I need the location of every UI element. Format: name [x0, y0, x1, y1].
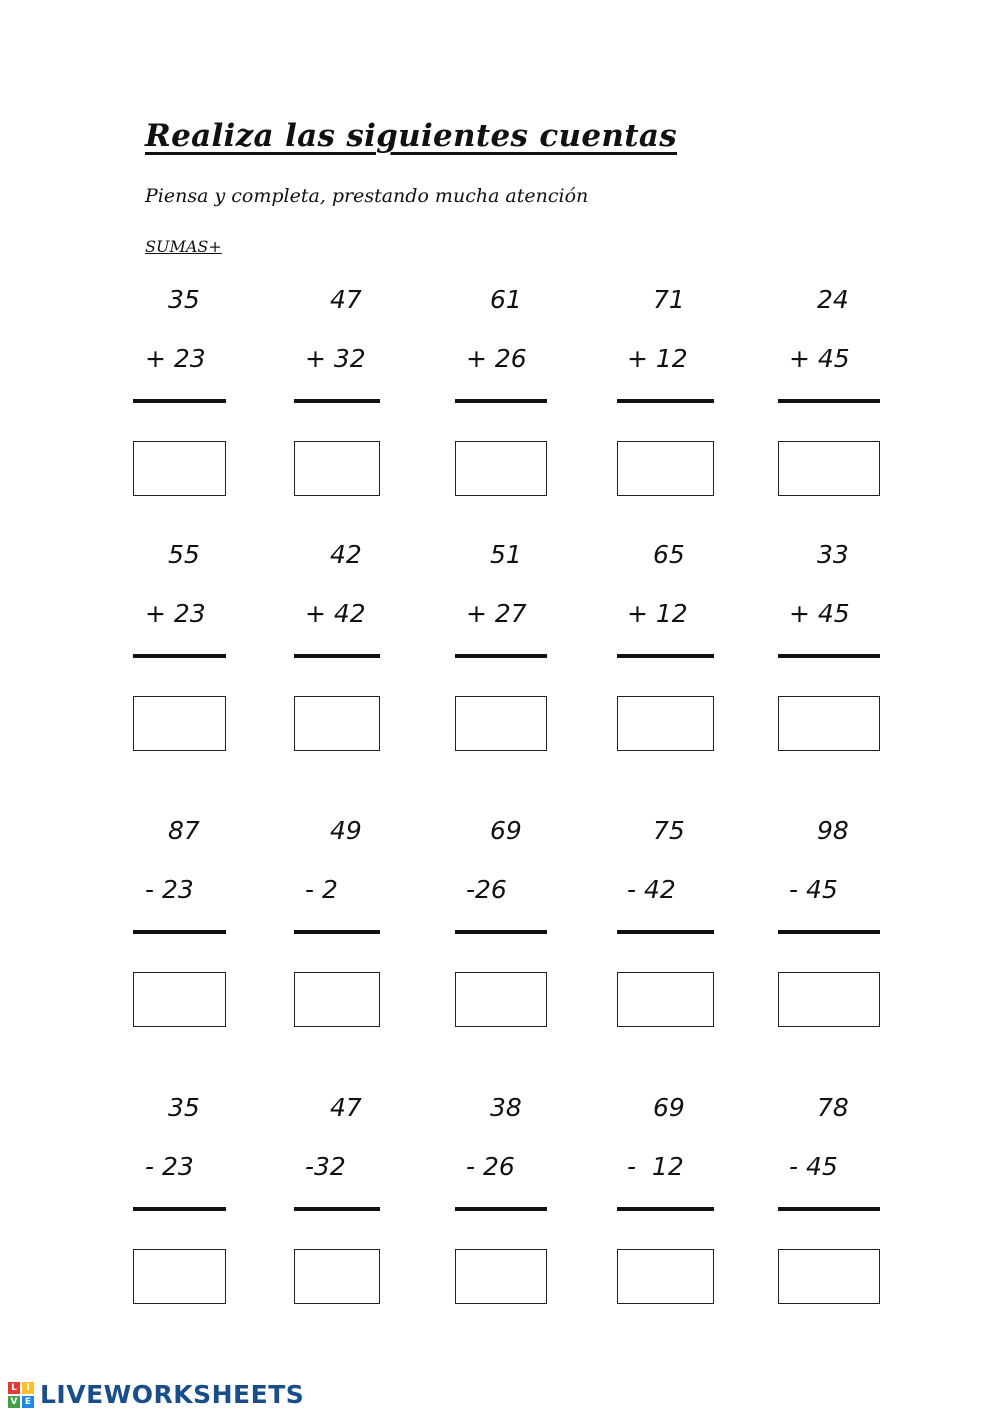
problem-bottom-operand: -26: [466, 875, 507, 904]
worksheet-title: Realiza las siguientes cuentas: [145, 118, 678, 154]
problem-top-number: 55: [168, 540, 200, 569]
problem-bottom-operand: - 45: [789, 1152, 838, 1181]
answer-line: [778, 1207, 880, 1211]
problem-top-number: 87: [168, 816, 200, 845]
problem-bottom-operand: - 45: [789, 875, 838, 904]
problem-bottom-operand: -32: [305, 1152, 346, 1181]
answer-input-box[interactable]: [778, 1249, 880, 1304]
answer-line: [617, 1207, 714, 1211]
problem-bottom-operand: - 42: [627, 875, 676, 904]
problem-top-number: 98: [817, 816, 849, 845]
logo-cell: V: [8, 1396, 20, 1408]
brand-text: LIVEWORKSHEETS: [40, 1380, 305, 1409]
answer-input-box[interactable]: [294, 972, 380, 1027]
answer-line: [617, 654, 714, 658]
answer-input-box[interactable]: [294, 696, 380, 751]
problem-top-number: 35: [168, 1093, 200, 1122]
problem-top-number: 49: [330, 816, 362, 845]
answer-line: [133, 654, 226, 658]
answer-input-box[interactable]: [455, 1249, 547, 1304]
answer-line: [294, 1207, 380, 1211]
problem-top-number: 38: [490, 1093, 522, 1122]
answer-line: [294, 654, 380, 658]
answer-input-box[interactable]: [617, 972, 714, 1027]
problem-bottom-operand: - 2: [305, 875, 338, 904]
problem-top-number: 47: [330, 285, 362, 314]
answer-line: [133, 399, 226, 403]
problem-top-number: 35: [168, 285, 200, 314]
footer-brand: [8, 1380, 304, 1409]
answer-input-box[interactable]: [455, 696, 547, 751]
problem-top-number: 47: [330, 1093, 362, 1122]
problem-bottom-operand: + 12: [627, 344, 688, 373]
problem-top-number: 61: [490, 285, 522, 314]
problem-top-number: 78: [817, 1093, 849, 1122]
problem-bottom-operand: - 12: [627, 1152, 684, 1181]
answer-line: [455, 399, 547, 403]
logo-cell: L: [8, 1382, 20, 1394]
problem-top-number: 69: [653, 1093, 685, 1122]
answer-line: [455, 654, 547, 658]
problem-top-number: 33: [817, 540, 849, 569]
problem-bottom-operand: + 12: [627, 599, 688, 628]
answer-input-box[interactable]: [133, 1249, 226, 1304]
answer-line: [133, 930, 226, 934]
answer-input-box[interactable]: [294, 441, 380, 496]
answer-input-box[interactable]: [617, 696, 714, 751]
answer-input-box[interactable]: [778, 441, 880, 496]
problem-top-number: 42: [330, 540, 362, 569]
problem-top-number: 69: [490, 816, 522, 845]
problem-bottom-operand: + 32: [305, 344, 366, 373]
answer-line: [294, 399, 380, 403]
answer-line: [778, 654, 880, 658]
problem-bottom-operand: + 42: [305, 599, 366, 628]
problem-bottom-operand: + 27: [466, 599, 527, 628]
worksheet-subtitle: Piensa y completa, prestando mucha atención: [145, 185, 589, 207]
logo-cell: E: [22, 1396, 34, 1408]
liveworksheets-logo-icon: [8, 1382, 34, 1408]
section-label: SUMAS+: [145, 237, 222, 256]
problem-top-number: 51: [490, 540, 522, 569]
answer-input-box[interactable]: [294, 1249, 380, 1304]
problem-top-number: 24: [817, 285, 849, 314]
problem-bottom-operand: + 45: [789, 599, 850, 628]
answer-line: [617, 399, 714, 403]
answer-input-box[interactable]: [778, 972, 880, 1027]
answer-line: [617, 930, 714, 934]
answer-input-box[interactable]: [133, 441, 226, 496]
problem-bottom-operand: + 23: [145, 344, 206, 373]
problem-top-number: 65: [653, 540, 685, 569]
answer-line: [294, 930, 380, 934]
answer-input-box[interactable]: [617, 1249, 714, 1304]
answer-input-box[interactable]: [778, 696, 880, 751]
answer-input-box[interactable]: [455, 441, 547, 496]
logo-cell: I: [22, 1382, 34, 1394]
answer-input-box[interactable]: [133, 696, 226, 751]
answer-input-box[interactable]: [455, 972, 547, 1027]
answer-line: [778, 930, 880, 934]
answer-line: [455, 930, 547, 934]
problem-bottom-operand: + 23: [145, 599, 206, 628]
answer-input-box[interactable]: [617, 441, 714, 496]
answer-line: [778, 399, 880, 403]
problem-bottom-operand: - 23: [145, 1152, 194, 1181]
problem-bottom-operand: + 45: [789, 344, 850, 373]
answer-line: [133, 1207, 226, 1211]
answer-input-box[interactable]: [133, 972, 226, 1027]
problem-top-number: 75: [653, 816, 685, 845]
problem-bottom-operand: - 26: [466, 1152, 515, 1181]
answer-line: [455, 1207, 547, 1211]
problem-bottom-operand: - 23: [145, 875, 194, 904]
problem-top-number: 71: [653, 285, 685, 314]
problem-bottom-operand: + 26: [466, 344, 527, 373]
